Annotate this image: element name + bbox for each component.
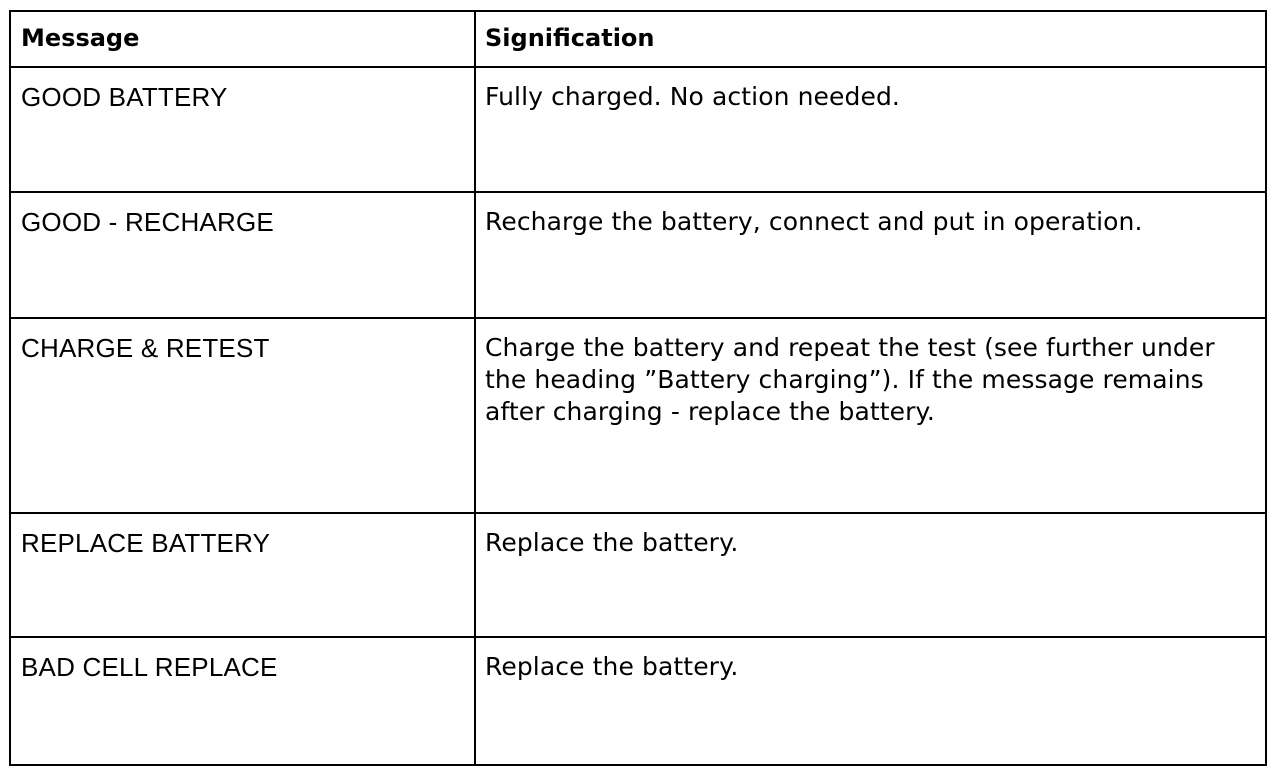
message-bad-cell-replace: BAD CELL REPLACE xyxy=(11,638,476,764)
signification-charge-retest: Charge the battery and repeat the test (see further under the heading ”Battery charging”). If the message remains after charging - replace the battery. xyxy=(476,319,1265,514)
signification-bad-cell-replace: Replace the battery. xyxy=(485,652,739,681)
signification-good-recharge: Recharge the battery, connect and put in operation. xyxy=(476,193,1265,319)
column-header-signification: Signification xyxy=(476,12,1265,68)
message-replace-battery: REPLACE BATTERY xyxy=(11,514,476,638)
message-charge-retest: CHARGE & RETEST xyxy=(11,319,476,514)
message-good-battery: GOOD BATTERY xyxy=(11,68,476,193)
column-header-message: Message xyxy=(11,12,476,68)
signification-good-battery: Fully charged. No action needed. xyxy=(476,68,1265,193)
signification-replace-battery: Replace the battery. xyxy=(476,514,1265,638)
message-good-recharge: GOOD - RECHARGE xyxy=(11,193,476,319)
battery-message-table xyxy=(9,10,1267,766)
